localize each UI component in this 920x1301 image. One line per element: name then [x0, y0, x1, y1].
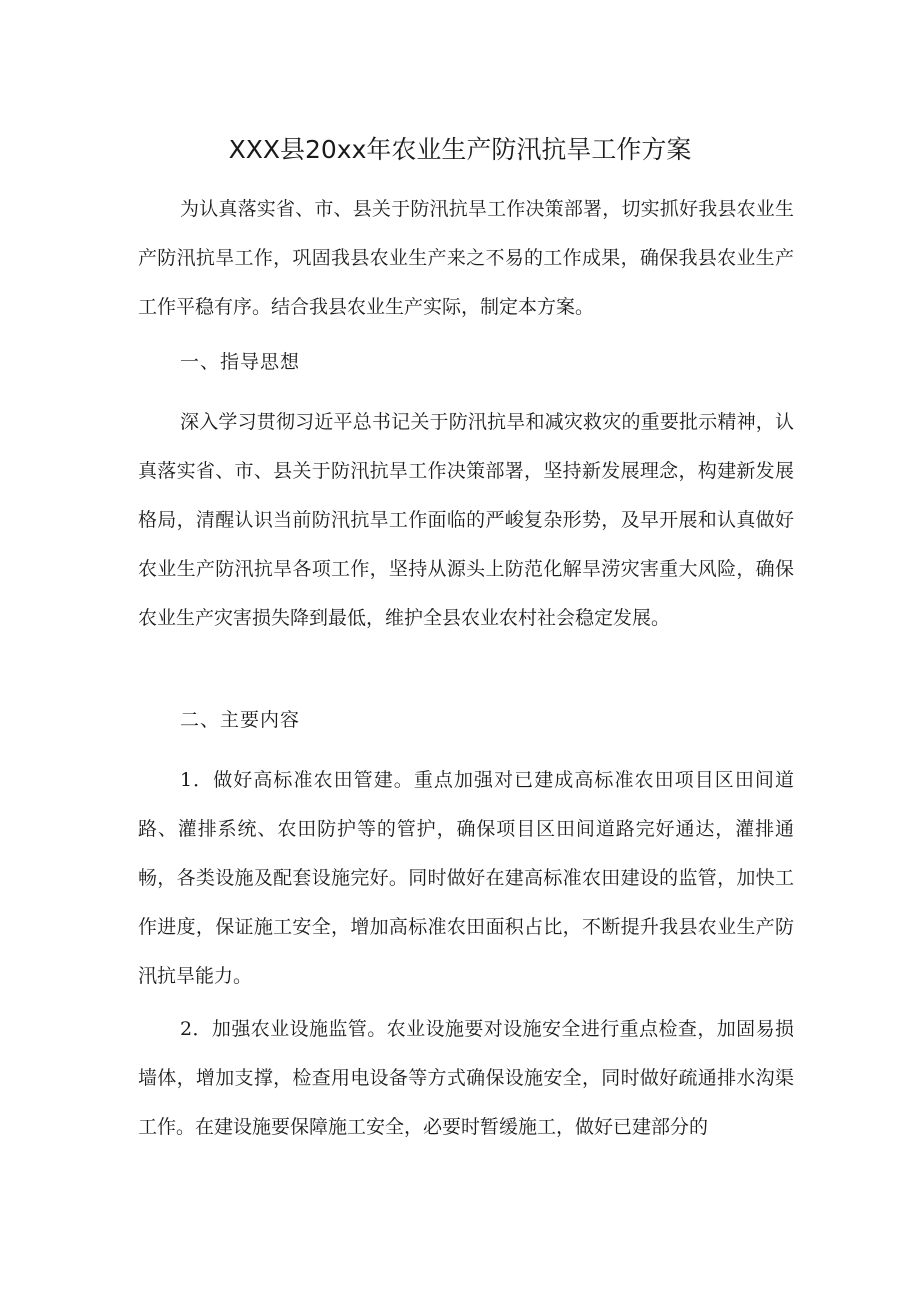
intro-paragraph: 为认真落实省、市、县关于防汛抗旱工作决策部署，切实抓好我县农业生产防汛抗旱工作，巩固我县农业生产来之不易的工作成果，确保我县农业生产工作平稳有序。结合我县农业生产实际，制定本方案。: [138, 198, 794, 318]
document-title: XXX县20xx年农业生产防汛抗旱工作方案: [228, 135, 692, 164]
item-1-paragraph: 1．做好高标准农田管建。重点加强对已建成高标准农田项目区田间道路、灌排系统、农田防护等的管护，确保项目区田间道路完好通达，灌排通畅，各类设施及配套设施完好。同时做好在建高标准农田建设的监管，加快工作进度，保证施工安全，增加高标准农田面积占比，不断提升我县农业生产防汛抗旱能力。: [138, 769, 794, 987]
item-2-paragraph: 2．加强农业设施监管。农业设施要对设施安全进行重点检查，加固易损墙体，增加支撑，检查用电设备等方式确保设施安全，同时做好疏通排水沟渠工作。在建设施要保障施工安全，必要时暂缓施工，做好已建部分的: [138, 1018, 794, 1138]
section-heading-main-content: 二、主要内容: [180, 709, 301, 731]
section-heading-guiding-ideology: 一、指导思想: [180, 351, 301, 373]
guiding-ideology-paragraph: 深入学习贯彻习近平总书记关于防汛抗旱和减灾救灾的重要批示精神，认真落实省、市、县关于防汛抗旱工作决策部署，坚持新发展理念，构建新发展格局，清醒认识当前防汛抗旱工作面临的严峻复杂形势，及早开展和认真做好农业生产防汛抗旱各项工作，坚持从源头上防范化解旱涝灾害重大风险，确保农业生产灾害损失降到最低，维护全县农业农村社会稳定发展。: [138, 411, 794, 629]
